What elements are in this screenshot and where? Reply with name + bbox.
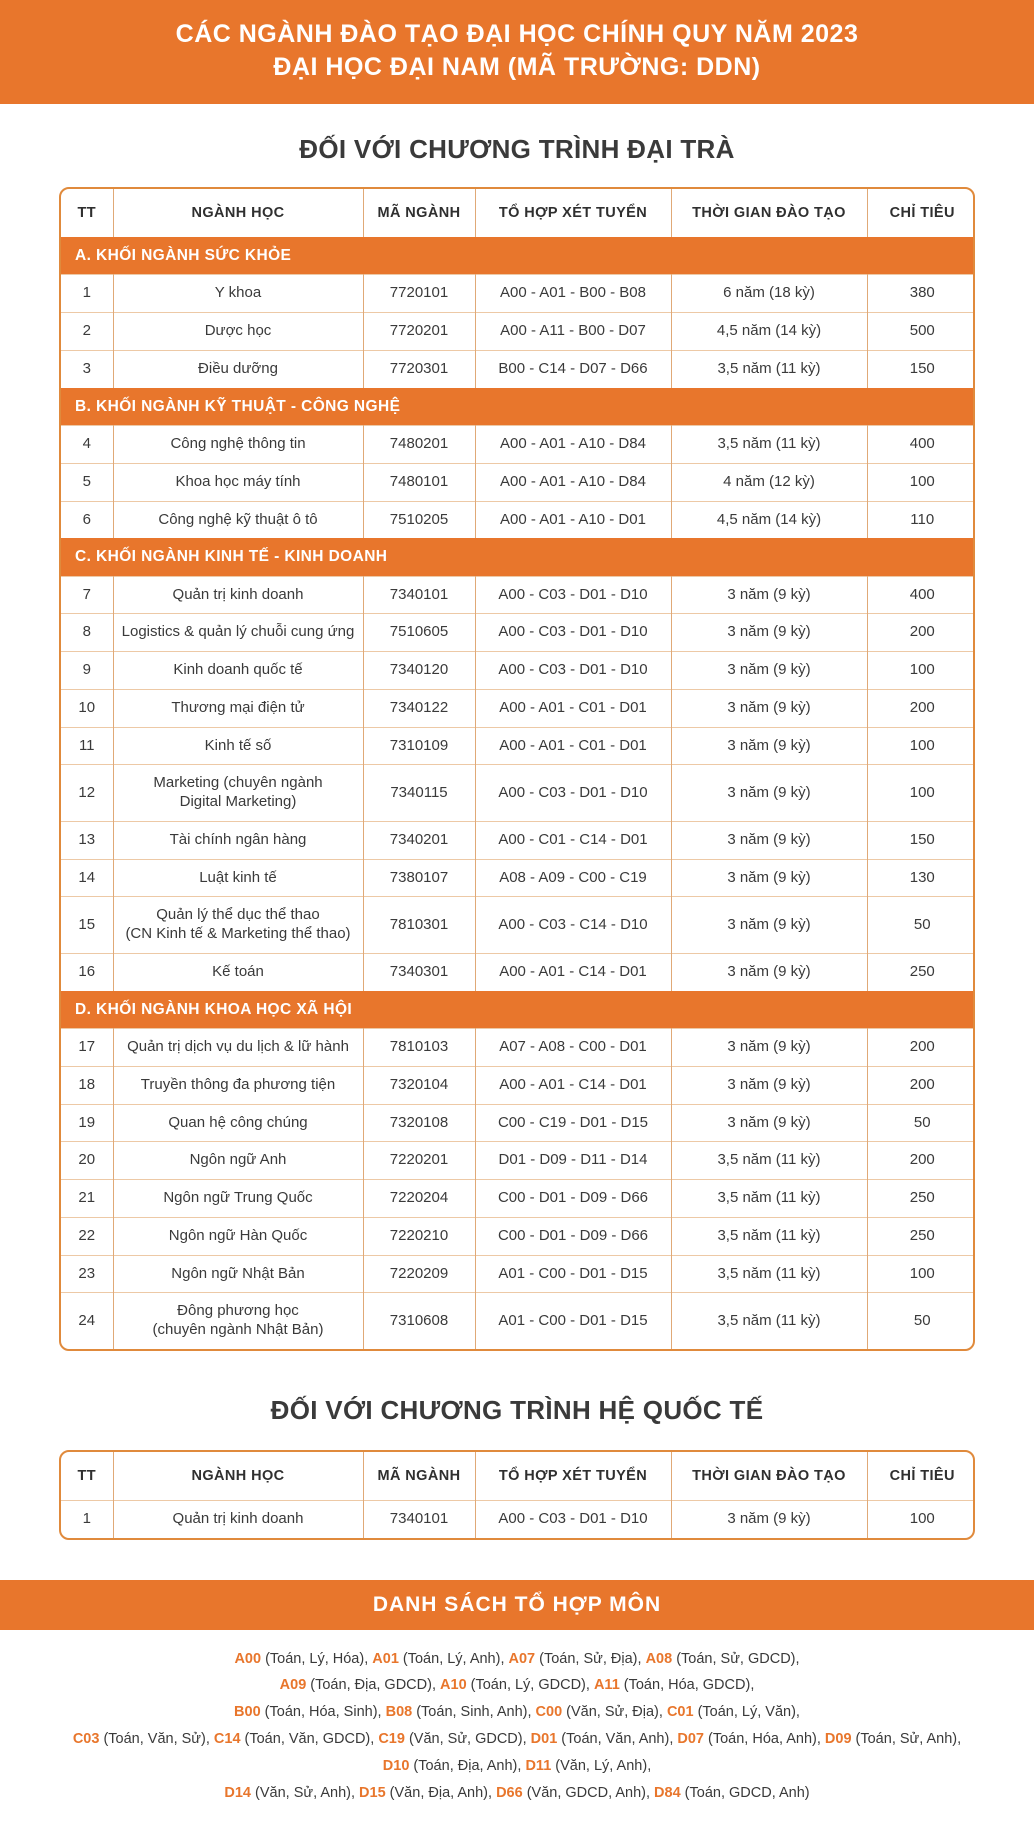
cell-code: 7810103 xyxy=(363,1029,475,1067)
cell-duration: 3,5 năm (11 kỳ) xyxy=(671,1255,867,1293)
cell-duration: 3 năm (9 kỳ) xyxy=(671,765,867,822)
table-row xyxy=(61,1180,975,1218)
combination-line: A09 (Toán, Địa, GDCD), A10 (Toán, Lý, GDCD), A11 (Toán, Hóa, GDCD), xyxy=(20,1672,1014,1699)
combination-code: C00 xyxy=(536,1704,563,1720)
cell-name: Ngôn ngữ Trung Quốc xyxy=(113,1180,363,1218)
cell-combo: A01 - C00 - D01 - D15 xyxy=(475,1293,671,1349)
cell-duration: 3 năm (9 kỳ) xyxy=(671,953,867,990)
combination-code: D84 xyxy=(654,1785,681,1801)
column-header-6: CHỈ TIÊU xyxy=(867,189,975,237)
combination-subjects: (Toán, Hóa, GDCD) xyxy=(620,1677,751,1693)
cell-quota: 200 xyxy=(867,1029,975,1067)
combination-code: C01 xyxy=(667,1704,694,1720)
cell-name: Quản trị kinh doanh xyxy=(113,576,363,614)
table-row xyxy=(61,652,975,690)
cell-code: 7220209 xyxy=(363,1255,475,1293)
page-header-banner xyxy=(0,0,1034,104)
cell-tt: 3 xyxy=(61,350,113,387)
cell-tt: 12 xyxy=(61,765,113,822)
cell-combo: A00 - A01 - B00 - B08 xyxy=(475,275,671,313)
table-row xyxy=(61,501,975,538)
cell-tt: 20 xyxy=(61,1142,113,1180)
combination-subjects: (Toán, Lý, Văn) xyxy=(694,1704,796,1720)
combination-subjects: (Toán, Địa, GDCD) xyxy=(306,1677,432,1693)
standard-program-table xyxy=(61,189,975,1349)
cell-quota: 100 xyxy=(867,727,975,765)
combination-line: C03 (Toán, Văn, Sử), C14 (Toán, Văn, GDCD), C19 (Văn, Sử, GDCD), D01 (Toán, Văn, Anh), D07 (Toán, Hóa, Anh), D09 (Toán, Sử, Anh), xyxy=(20,1726,1014,1753)
cell-name: Ngôn ngữ Hàn Quốc xyxy=(113,1217,363,1255)
cell-code: 7340115 xyxy=(363,765,475,822)
cell-name: Quản trị kinh doanh xyxy=(113,1500,363,1537)
cell-tt: 7 xyxy=(61,576,113,614)
column-header-2: NGÀNH HỌC xyxy=(113,189,363,237)
cell-combo: A00 - C01 - C14 - D01 xyxy=(475,821,671,859)
group-header-row xyxy=(61,538,975,576)
combination-code: C03 xyxy=(73,1731,100,1747)
table-row xyxy=(61,1217,975,1255)
column-header-5: THỜI GIAN ĐÀO TẠO xyxy=(671,1452,867,1501)
cell-tt: 22 xyxy=(61,1217,113,1255)
combination-code: D66 xyxy=(496,1785,523,1801)
cell-duration: 3,5 năm (11 kỳ) xyxy=(671,1142,867,1180)
cell-duration: 3,5 năm (11 kỳ) xyxy=(671,350,867,387)
cell-code: 7810301 xyxy=(363,897,475,954)
column-header-2: NGÀNH HỌC xyxy=(113,1452,363,1501)
combination-subjects: (Toán, Hóa, Sinh) xyxy=(261,1704,378,1720)
combination-code: A00 xyxy=(234,1651,261,1667)
combination-subjects: (Toán, Sinh, Anh) xyxy=(412,1704,527,1720)
combination-code: D09 xyxy=(825,1731,852,1747)
combination-line: A00 (Toán, Lý, Hóa), A01 (Toán, Lý, Anh), A07 (Toán, Sử, Địa), A08 (Toán, Sử, GDCD), xyxy=(20,1646,1014,1673)
cell-quota: 250 xyxy=(867,953,975,990)
cell-duration: 3 năm (9 kỳ) xyxy=(671,821,867,859)
footer-title-banner xyxy=(0,1580,1034,1630)
combination-subjects: (Toán, Văn, GDCD) xyxy=(241,1731,371,1747)
cell-quota: 250 xyxy=(867,1217,975,1255)
combination-code: D14 xyxy=(224,1785,251,1801)
cell-name: Truyền thông đa phương tiện xyxy=(113,1066,363,1104)
combination-code: B08 xyxy=(386,1704,413,1720)
cell-combo: A00 - C03 - D01 - D10 xyxy=(475,765,671,822)
column-header-1: TT xyxy=(61,189,113,237)
cell-duration: 4 năm (12 kỳ) xyxy=(671,463,867,501)
cell-code: 7510605 xyxy=(363,614,475,652)
cell-quota: 200 xyxy=(867,1066,975,1104)
cell-quota: 250 xyxy=(867,1180,975,1218)
cell-combo: B00 - C14 - D07 - D66 xyxy=(475,350,671,387)
cell-duration: 3 năm (9 kỳ) xyxy=(671,859,867,897)
international-program-table-head xyxy=(61,1452,975,1501)
cell-name: Ngôn ngữ Anh xyxy=(113,1142,363,1180)
cell-combo: A00 - C03 - D01 - D10 xyxy=(475,576,671,614)
cell-name: Kinh tế số xyxy=(113,727,363,765)
cell-combo: A00 - A01 - A10 - D01 xyxy=(475,501,671,538)
cell-duration: 3 năm (9 kỳ) xyxy=(671,689,867,727)
international-program-table xyxy=(61,1452,975,1538)
table-row xyxy=(61,275,975,313)
cell-duration: 3 năm (9 kỳ) xyxy=(671,1029,867,1067)
combination-code: D15 xyxy=(359,1785,386,1801)
combination-subjects: (Toán, Văn, Sử) xyxy=(99,1731,205,1747)
column-header-4: TỔ HỢP XÉT TUYỂN xyxy=(475,1452,671,1501)
cell-duration: 3 năm (9 kỳ) xyxy=(671,727,867,765)
cell-duration: 6 năm (18 kỳ) xyxy=(671,275,867,313)
standard-program-table-head xyxy=(61,189,975,237)
cell-tt: 23 xyxy=(61,1255,113,1293)
cell-quota: 380 xyxy=(867,275,975,313)
cell-tt: 1 xyxy=(61,1500,113,1537)
combination-subjects: (Văn, Sử, Anh) xyxy=(251,1785,351,1801)
cell-name: Điều dưỡng xyxy=(113,350,363,387)
cell-name: Logistics & quản lý chuỗi cung ứng xyxy=(113,614,363,652)
cell-combo: C00 - D01 - D09 - D66 xyxy=(475,1180,671,1218)
cell-combo: A08 - A09 - C00 - C19 xyxy=(475,859,671,897)
cell-combo: A00 - C03 - D01 - D10 xyxy=(475,614,671,652)
cell-combo: A00 - A01 - C14 - D01 xyxy=(475,1066,671,1104)
cell-code: 7220210 xyxy=(363,1217,475,1255)
cell-tt: 10 xyxy=(61,689,113,727)
cell-code: 7340120 xyxy=(363,652,475,690)
cell-duration: 3 năm (9 kỳ) xyxy=(671,576,867,614)
table-row xyxy=(61,821,975,859)
column-header-3: MÃ NGÀNH xyxy=(363,1452,475,1501)
table-row xyxy=(61,576,975,614)
cell-name: Marketing (chuyên ngành Digital Marketing) xyxy=(113,765,363,822)
combination-subjects: (Văn, Sử, Địa) xyxy=(562,1704,659,1720)
cell-code: 7510205 xyxy=(363,501,475,538)
cell-quota: 400 xyxy=(867,426,975,464)
table-row xyxy=(61,463,975,501)
header-title-line2: ĐẠI HỌC ĐẠI NAM (MÃ TRƯỜNG: DDN) xyxy=(20,51,1014,84)
cell-name: Quan hệ công chúng xyxy=(113,1104,363,1142)
column-header-6: CHỈ TIÊU xyxy=(867,1452,975,1501)
cell-duration: 4,5 năm (14 kỳ) xyxy=(671,313,867,351)
cell-combo: A00 - A01 - C01 - D01 xyxy=(475,689,671,727)
cell-code: 7480101 xyxy=(363,463,475,501)
cell-duration: 3 năm (9 kỳ) xyxy=(671,652,867,690)
table-row xyxy=(61,689,975,727)
column-header-5: THỜI GIAN ĐÀO TẠO xyxy=(671,189,867,237)
combination-subjects: (Toán, Sử, Anh) xyxy=(852,1731,958,1747)
cell-code: 7480201 xyxy=(363,426,475,464)
group-header-row xyxy=(61,388,975,426)
combination-subjects: (Toán, Lý, Hóa) xyxy=(261,1651,364,1667)
combination-code: C14 xyxy=(214,1731,241,1747)
combination-line: B00 (Toán, Hóa, Sinh), B08 (Toán, Sinh, Anh), C00 (Văn, Sử, Địa), C01 (Toán, Lý, Văn), xyxy=(20,1699,1014,1726)
combination-subjects: (Văn, Lý, Anh) xyxy=(551,1758,647,1774)
cell-quota: 200 xyxy=(867,1142,975,1180)
combination-subjects: (Văn, Sử, GDCD) xyxy=(405,1731,523,1747)
cell-duration: 3 năm (9 kỳ) xyxy=(671,614,867,652)
cell-code: 7320104 xyxy=(363,1066,475,1104)
cell-code: 7310608 xyxy=(363,1293,475,1349)
combination-code: A08 xyxy=(646,1651,673,1667)
subject-combination-footer xyxy=(0,1580,1034,1828)
combination-line: D14 (Văn, Sử, Anh), D15 (Văn, Địa, Anh), D66 (Văn, GDCD, Anh), D84 (Toán, GDCD, Anh) xyxy=(20,1780,1014,1807)
cell-quota: 100 xyxy=(867,463,975,501)
combination-code: A07 xyxy=(509,1651,536,1667)
cell-tt: 16 xyxy=(61,953,113,990)
combination-subjects: (Toán, Lý, Anh) xyxy=(399,1651,501,1667)
table-row xyxy=(61,953,975,990)
cell-name: Quản trị dịch vụ du lịch & lữ hành xyxy=(113,1029,363,1067)
table-row xyxy=(61,1066,975,1104)
column-header-1: TT xyxy=(61,1452,113,1501)
cell-combo: A00 - C03 - C14 - D10 xyxy=(475,897,671,954)
table-row xyxy=(61,1104,975,1142)
table-row xyxy=(61,765,975,822)
cell-code: 7340122 xyxy=(363,689,475,727)
table-row xyxy=(61,614,975,652)
cell-code: 7340101 xyxy=(363,576,475,614)
cell-tt: 14 xyxy=(61,859,113,897)
cell-duration: 3,5 năm (11 kỳ) xyxy=(671,1180,867,1218)
table-row xyxy=(61,313,975,351)
cell-tt: 13 xyxy=(61,821,113,859)
table-row xyxy=(61,1029,975,1067)
combination-code: A10 xyxy=(440,1677,467,1693)
cell-quota: 150 xyxy=(867,821,975,859)
cell-duration: 3,5 năm (11 kỳ) xyxy=(671,1293,867,1349)
cell-code: 7320108 xyxy=(363,1104,475,1142)
cell-tt: 4 xyxy=(61,426,113,464)
cell-quota: 200 xyxy=(867,689,975,727)
cell-duration: 4,5 năm (14 kỳ) xyxy=(671,501,867,538)
combination-line: D10 (Toán, Địa, Anh), D11 (Văn, Lý, Anh), xyxy=(20,1753,1014,1780)
cell-duration: 3 năm (9 kỳ) xyxy=(671,1500,867,1537)
cell-name: Công nghệ thông tin xyxy=(113,426,363,464)
table-row xyxy=(61,350,975,387)
combination-subjects: (Toán, GDCD, Anh) xyxy=(681,1785,810,1801)
combination-code: D10 xyxy=(383,1758,410,1774)
cell-combo: C00 - D01 - D09 - D66 xyxy=(475,1217,671,1255)
cell-name: Dược học xyxy=(113,313,363,351)
group-header-label: B. KHỐI NGÀNH KỸ THUẬT - CÔNG NGHỆ xyxy=(61,388,975,426)
cell-quota: 50 xyxy=(867,897,975,954)
cell-quota: 50 xyxy=(867,1293,975,1349)
cell-name: Kinh doanh quốc tế xyxy=(113,652,363,690)
cell-combo: A01 - C00 - D01 - D15 xyxy=(475,1255,671,1293)
table-row xyxy=(61,727,975,765)
combination-subjects: (Toán, Sử, GDCD) xyxy=(672,1651,795,1667)
cell-code: 7380107 xyxy=(363,859,475,897)
group-header-row xyxy=(61,237,975,275)
combination-code: B00 xyxy=(234,1704,261,1720)
combination-subjects: (Toán, Văn, Anh) xyxy=(557,1731,669,1747)
cell-combo: C00 - C19 - D01 - D15 xyxy=(475,1104,671,1142)
cell-tt: 17 xyxy=(61,1029,113,1067)
cell-code: 7720301 xyxy=(363,350,475,387)
cell-tt: 9 xyxy=(61,652,113,690)
cell-code: 7720101 xyxy=(363,275,475,313)
combination-subjects: (Toán, Sử, Địa) xyxy=(535,1651,637,1667)
cell-name: Công nghệ kỹ thuật ô tô xyxy=(113,501,363,538)
group-header-row xyxy=(61,991,975,1029)
group-header-label: C. KHỐI NGÀNH KINH TẾ - KINH DOANH xyxy=(61,538,975,576)
cell-tt: 5 xyxy=(61,463,113,501)
cell-tt: 2 xyxy=(61,313,113,351)
cell-name: Quản lý thể dục thể thao (CN Kinh tế & Marketing thể thao) xyxy=(113,897,363,954)
combination-subjects: (Toán, Hóa, Anh) xyxy=(704,1731,817,1747)
footer-title: DANH SÁCH TỔ HỢP MÔN xyxy=(373,1593,661,1616)
cell-duration: 3 năm (9 kỳ) xyxy=(671,897,867,954)
standard-program-table-body xyxy=(61,237,975,1349)
cell-tt: 1 xyxy=(61,275,113,313)
header-title-line1: CÁC NGÀNH ĐÀO TẠO ĐẠI HỌC CHÍNH QUY NĂM 2023 xyxy=(20,18,1014,51)
cell-combo: A00 - A11 - B00 - D07 xyxy=(475,313,671,351)
cell-tt: 21 xyxy=(61,1180,113,1218)
cell-name: Thương mại điện tử xyxy=(113,689,363,727)
table-row xyxy=(61,1293,975,1349)
combination-code: A11 xyxy=(594,1677,620,1693)
cell-code: 7220204 xyxy=(363,1180,475,1218)
cell-combo: A00 - A01 - A10 - D84 xyxy=(475,426,671,464)
cell-quota: 400 xyxy=(867,576,975,614)
table-row xyxy=(61,1500,975,1537)
cell-name: Y khoa xyxy=(113,275,363,313)
cell-tt: 24 xyxy=(61,1293,113,1349)
combination-code: A09 xyxy=(280,1677,307,1693)
international-program-table-body xyxy=(61,1500,975,1537)
cell-quota: 100 xyxy=(867,652,975,690)
combination-subjects: (Toán, Lý, GDCD) xyxy=(467,1677,586,1693)
column-header-4: TỔ HỢP XÉT TUYỂN xyxy=(475,189,671,237)
cell-duration: 3 năm (9 kỳ) xyxy=(671,1066,867,1104)
cell-combo: A00 - A01 - C14 - D01 xyxy=(475,953,671,990)
table-header-row xyxy=(61,189,975,237)
cell-quota: 500 xyxy=(867,313,975,351)
group-header-label: A. KHỐI NGÀNH SỨC KHỎE xyxy=(61,237,975,275)
cell-name: Kế toán xyxy=(113,953,363,990)
table-row xyxy=(61,897,975,954)
combination-subjects: (Toán, Địa, Anh) xyxy=(409,1758,517,1774)
cell-quota: 200 xyxy=(867,614,975,652)
combination-code: D07 xyxy=(677,1731,704,1747)
cell-duration: 3 năm (9 kỳ) xyxy=(671,1104,867,1142)
cell-name: Đông phương học (chuyên ngành Nhật Bản) xyxy=(113,1293,363,1349)
cell-code: 7220201 xyxy=(363,1142,475,1180)
cell-quota: 50 xyxy=(867,1104,975,1142)
cell-code: 7340301 xyxy=(363,953,475,990)
cell-combo: A00 - A01 - A10 - D84 xyxy=(475,463,671,501)
international-program-table-container xyxy=(59,1450,975,1540)
table-row xyxy=(61,426,975,464)
cell-name: Khoa học máy tính xyxy=(113,463,363,501)
cell-combo: A07 - A08 - C00 - D01 xyxy=(475,1029,671,1067)
cell-combo: A00 - A01 - C01 - D01 xyxy=(475,727,671,765)
section-title-international-program: ĐỐI VỚI CHƯƠNG TRÌNH HỆ QUỐC TẾ xyxy=(0,1395,1034,1426)
cell-code: 7720201 xyxy=(363,313,475,351)
cell-quota: 100 xyxy=(867,1255,975,1293)
cell-duration: 3,5 năm (11 kỳ) xyxy=(671,426,867,464)
combination-code: D11 xyxy=(525,1758,551,1774)
table-row xyxy=(61,1255,975,1293)
cell-duration: 3,5 năm (11 kỳ) xyxy=(671,1217,867,1255)
combination-subjects: (Văn, GDCD, Anh) xyxy=(523,1785,646,1801)
cell-code: 7310109 xyxy=(363,727,475,765)
table-row xyxy=(61,859,975,897)
cell-tt: 18 xyxy=(61,1066,113,1104)
combination-code: D01 xyxy=(531,1731,558,1747)
cell-tt: 8 xyxy=(61,614,113,652)
cell-name: Ngôn ngữ Nhật Bản xyxy=(113,1255,363,1293)
section-title-standard-program: ĐỐI VỚI CHƯƠNG TRÌNH ĐẠI TRÀ xyxy=(0,134,1034,165)
standard-program-table-container xyxy=(59,187,975,1351)
cell-quota: 110 xyxy=(867,501,975,538)
cell-combo: D01 - D09 - D11 - D14 xyxy=(475,1142,671,1180)
cell-code: 7340101 xyxy=(363,1500,475,1537)
table-row xyxy=(61,1142,975,1180)
cell-quota: 100 xyxy=(867,765,975,822)
cell-tt: 15 xyxy=(61,897,113,954)
group-header-label: D. KHỐI NGÀNH KHOA HỌC XÃ HỘI xyxy=(61,991,975,1029)
cell-combo: A00 - C03 - D01 - D10 xyxy=(475,1500,671,1537)
combination-subjects: (Văn, Địa, Anh) xyxy=(386,1785,488,1801)
combination-code: C19 xyxy=(378,1731,405,1747)
combination-code: A01 xyxy=(372,1651,399,1667)
cell-name: Luật kinh tế xyxy=(113,859,363,897)
cell-quota: 130 xyxy=(867,859,975,897)
cell-combo: A00 - C03 - D01 - D10 xyxy=(475,652,671,690)
table-header-row xyxy=(61,1452,975,1501)
cell-tt: 6 xyxy=(61,501,113,538)
footer-combination-list xyxy=(0,1630,1034,1828)
cell-tt: 19 xyxy=(61,1104,113,1142)
column-header-3: MÃ NGÀNH xyxy=(363,189,475,237)
cell-code: 7340201 xyxy=(363,821,475,859)
cell-name: Tài chính ngân hàng xyxy=(113,821,363,859)
cell-tt: 11 xyxy=(61,727,113,765)
cell-quota: 100 xyxy=(867,1500,975,1537)
cell-quota: 150 xyxy=(867,350,975,387)
